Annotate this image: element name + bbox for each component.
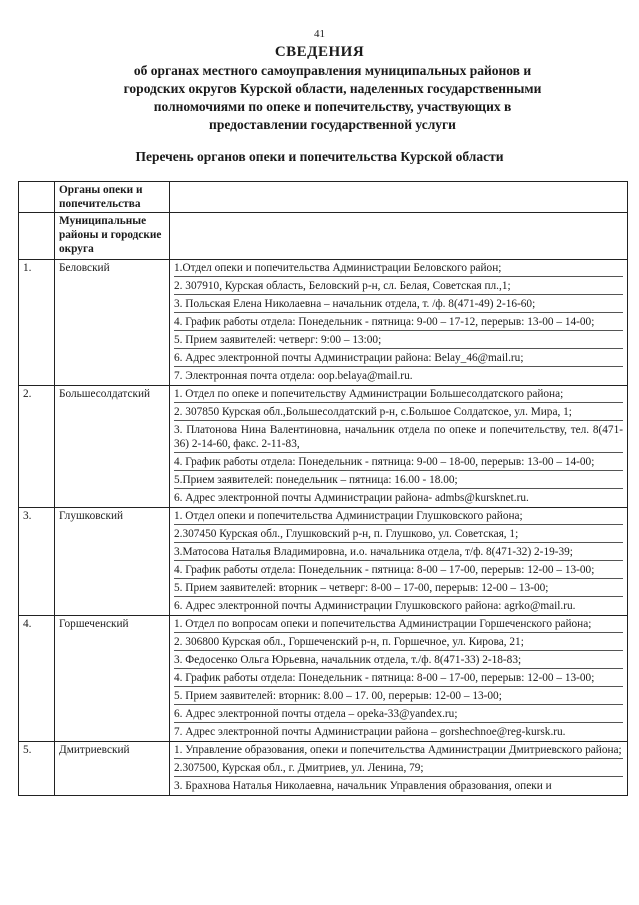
table-row bbox=[19, 616, 628, 742]
header-authorities-cell: Органы опеки и попечительства bbox=[55, 182, 170, 213]
detail-line: 2.307450 Курская обл., Глушковский р-н, п. Глушково, ул. Советская, 1; bbox=[174, 527, 623, 543]
detail-line: 3. Федосенко Ольга Юрьевна, начальник отдела, т./ф. 8(471-33) 2-18-83; bbox=[174, 653, 623, 669]
district-name: Горшеченский bbox=[55, 616, 170, 742]
details-cell bbox=[170, 742, 628, 796]
row-number: 1. bbox=[19, 260, 55, 386]
detail-line: 3.Матосова Наталья Владимировна, и.о. начальника отдела, т/ф. 8(471-32) 2-19-39; bbox=[174, 545, 623, 561]
detail-line: 7. Электронная почта отдела: oop.belaya@mail.ru. bbox=[174, 370, 413, 382]
header-empty-cell bbox=[170, 213, 628, 260]
subtitle-line: городских округов Курской области, наделенных государственными bbox=[123, 81, 542, 96]
header-empty-cell bbox=[170, 182, 628, 213]
page-number: 41 bbox=[314, 28, 325, 40]
row-number: 4. bbox=[19, 616, 55, 742]
header-num-cell bbox=[19, 182, 55, 213]
detail-line: 6. Адрес электронной почты Администрации района- admbs@kursknet.ru. bbox=[174, 492, 529, 504]
row-number: 3. bbox=[19, 508, 55, 616]
district-name: Глушковский bbox=[55, 508, 170, 616]
detail-line: 5. Прием заявителей: четверг: 9:00 – 13:00; bbox=[174, 333, 623, 349]
detail-line: 1.Отдел опеки и попечительства Администрации Беловского район; bbox=[174, 261, 623, 277]
detail-line: 1. Отдел по вопросам опеки и попечительства Администрации Горшеченского района; bbox=[174, 617, 623, 633]
detail-line: 6. Адрес электронной почты Администрации Глушковского района: agrko@mail.ru. bbox=[174, 600, 576, 612]
table-row bbox=[19, 260, 628, 386]
detail-line: 2. 307910, Курская область, Беловский р-н, сл. Белая, Советская пл.,1; bbox=[174, 279, 623, 295]
detail-line: 4. График работы отдела: Понедельник - пятница: 8-00 – 17-00, перерыв: 12-00 – 13-00; bbox=[174, 671, 623, 687]
list-title: Перечень органов опеки и попечительства Курской области bbox=[135, 149, 504, 164]
document-subtitle bbox=[60, 62, 605, 134]
detail-line: 4. График работы отдела: Понедельник - пятница: 8-00 – 17-00, перерыв: 12-00 – 13-00; bbox=[174, 563, 623, 579]
detail-line: 1. Отдел по опеке и попечительству Администрации Большесолдатского района; bbox=[174, 387, 623, 403]
district-name: Большесолдатский bbox=[55, 386, 170, 508]
row-number: 2. bbox=[19, 386, 55, 508]
table-row bbox=[19, 386, 628, 508]
detail-line: 2.307500, Курская обл., г. Дмитриев, ул. Ленина, 79; bbox=[174, 761, 623, 777]
detail-line: 4. График работы отдела: Понедельник - пятница: 9-00 – 18-00, перерыв: 13-00 – 14-00; bbox=[174, 455, 623, 471]
detail-line: 6. Адрес электронной почты Администрации района: Belay_46@mail.ru; bbox=[174, 351, 623, 367]
table-header-row bbox=[19, 182, 628, 213]
header-num-cell bbox=[19, 213, 55, 260]
header-districts-cell: Муниципальные районы и городские округа bbox=[55, 213, 170, 260]
details-cell bbox=[170, 508, 628, 616]
row-number: 5. bbox=[19, 742, 55, 796]
detail-line: 3. Польская Елена Николаевна – начальник отдела, т. /ф. 8(471-49) 2-16-60; bbox=[174, 297, 623, 313]
detail-line: 2. 306800 Курская обл., Горшеченский р-н, п. Горшечное, ул. Кирова, 21; bbox=[174, 635, 623, 651]
detail-line: 7. Адрес электронной почты Администрации района – gorshechnoe@reg-kursk.ru. bbox=[174, 726, 566, 738]
detail-line: 2. 307850 Курская обл.,Большесолдатский р-н, с.Большое Солдатское, ул. Мира, 1; bbox=[174, 405, 623, 421]
subtitle-line: об органах местного самоуправления муниципальных районов и bbox=[133, 63, 532, 78]
detail-line: 4. График работы отдела: Понедельник - пятница: 9-00 – 17-12, перерыв: 13-00 – 14-00; bbox=[174, 315, 623, 331]
detail-line: 5.Прием заявителей: понедельник – пятница: 16.00 - 18.00; bbox=[174, 473, 623, 489]
detail-line: 3. Платонова Нина Валентиновна, начальник отдела по опеке и попечительству, тел. 8(471-36) 2-14-60, факс. 2-11-83, bbox=[174, 423, 623, 453]
guardianship-table bbox=[18, 181, 628, 796]
subtitle-line: полномочиями по опеке и попечительству, участвующих в bbox=[153, 99, 512, 114]
subtitle-line: предоставлении государственной услуги bbox=[209, 117, 456, 132]
detail-line: 3. Брахнова Наталья Николаевна, начальник Управления образования, опеки и bbox=[174, 780, 552, 792]
details-cell bbox=[170, 386, 628, 508]
detail-line: 1. Управление образования, опеки и попечительства Администрации Дмитриевского района; bbox=[174, 743, 623, 759]
district-name: Беловский bbox=[55, 260, 170, 386]
district-name: Дмитриевский bbox=[55, 742, 170, 796]
table-row bbox=[19, 508, 628, 616]
details-cell bbox=[170, 260, 628, 386]
document-title: СВЕДЕНИЯ bbox=[274, 44, 365, 60]
details-cell bbox=[170, 616, 628, 742]
detail-line: 5. Прием заявителей: вторник: 8.00 – 17. 00, перерыв: 12-00 – 13-00; bbox=[174, 689, 623, 705]
table-header-row bbox=[19, 213, 628, 260]
detail-line: 1. Отдел опеки и попечительства Администрации Глушковского района; bbox=[174, 509, 623, 525]
detail-line: 5. Прием заявителей: вторник – четверг: 8-00 – 17-00, перерыв: 12-00 – 13-00; bbox=[174, 581, 623, 597]
detail-line: 6. Адрес электронной почты отдела – opeka-33@yandex.ru; bbox=[174, 707, 623, 723]
table-row bbox=[19, 742, 628, 796]
